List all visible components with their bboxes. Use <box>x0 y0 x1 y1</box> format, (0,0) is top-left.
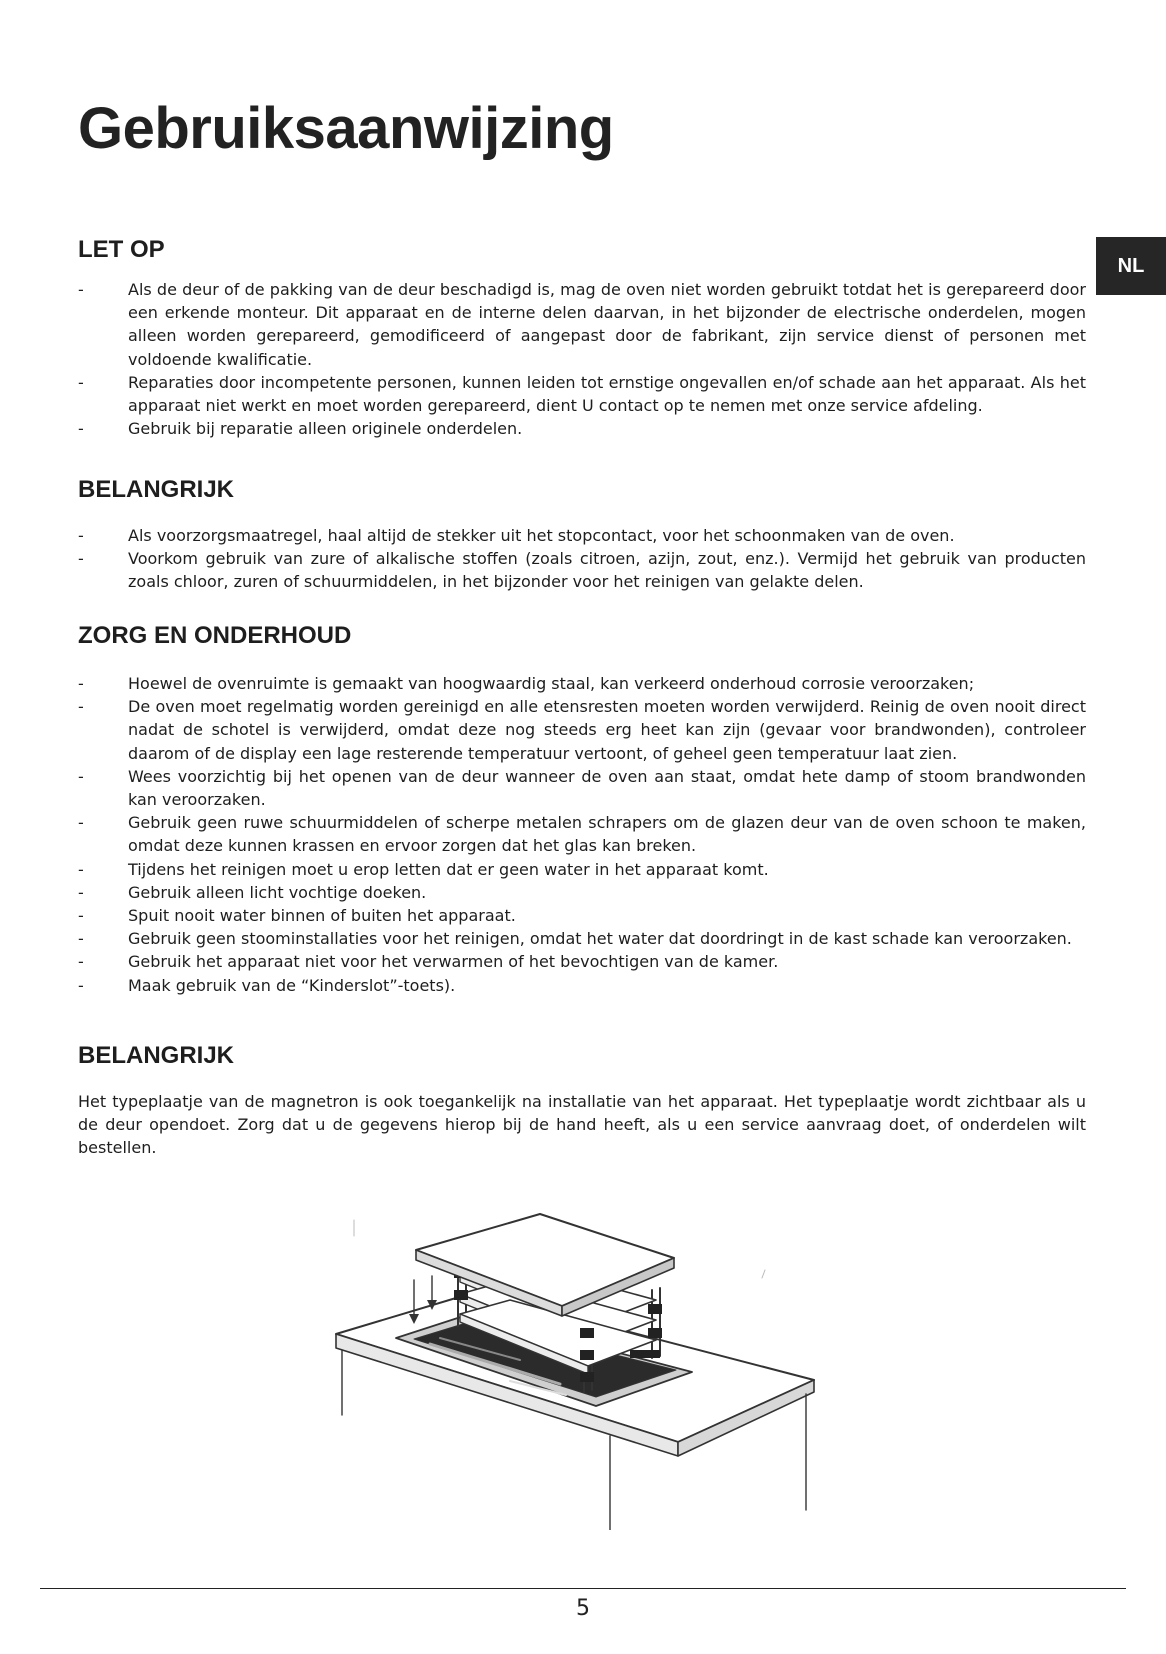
list-item: - Gebruik geen stoominstallaties voor het reinigen, omdat het water dat doordringt in de kast schade kan veroorzaken. <box>78 927 1086 950</box>
list-item: - Spuit nooit water binnen of buiten het apparaat. <box>78 904 1086 927</box>
bullet-dash: - <box>78 372 84 392</box>
bullet-dash: - <box>78 906 84 926</box>
list-item: - Gebruik geen ruwe schuurmiddelen of scherpe metalen schrapers om de glazen deur van de oven schoon te maken, omdat deze kunnen krassen en ervoor zorgen dat het glas kan breken. <box>78 813 1086 856</box>
list-item: - Wees voorzichtig bij het openen van de deur wanneer de oven aan staat, omdat hete damp of stoom brandwonden kan veroorzaken. <box>78 766 1086 810</box>
installation-illustration <box>330 1210 830 1530</box>
section-heading-belangrijk-1: BELANGRIJK <box>78 476 235 503</box>
list-item: - Gebruik het apparaat niet voor het verwarmen of het bevochtigen van de kamer. <box>78 950 1086 973</box>
bullet-dash: - <box>78 280 84 299</box>
list-item: - Maak gebruik van de “Kinderslot”-toets). <box>78 974 1086 997</box>
bullet-dash: - <box>78 859 84 879</box>
list-item: - Reparaties door incompetente personen, kunnen leiden tot ernstige ongevallen en/of schade aan het apparaat. Als het apparaat niet werkt en moet worden gerepareerd, dient U contact op te nemen met onze service afdeling. <box>78 372 1086 416</box>
bullet-dash: - <box>78 526 84 545</box>
list-item: - Hoewel de ovenruimte is gemaakt van hoogwaardig staal, kan verkeerd onderhoud corrosie veroorzaken; <box>78 672 1086 695</box>
list-item: - Gebruik alleen licht vochtige doeken. <box>78 881 1086 904</box>
list-item: - Tijdens het reinigen moet u erop letten dat er geen water in het apparaat komt. <box>78 858 1086 881</box>
page-number: 5 <box>576 1596 590 1621</box>
bullet-dash: - <box>78 419 84 439</box>
list-item: - De oven moet regelmatig worden gereinigd en alle etensresten moeten worden verwijderd. Reinig de oven nooit direct nadat de schotel is verwijderd, omdat deze nog steeds erg heet kan zijn (gevaar voor brandwonden), controleer daarom of de display een lage resterende temperatuur vertoont, of geheel geen temperatuur laat zien. <box>78 697 1086 763</box>
section-heading-let-op: LET OP <box>78 236 165 263</box>
list-item: - Voorkom gebruik van zure of alkalische stoffen (zoals citroen, azijn, zout, enz.). Vermijd het gebruik van producten zoals chloor, zuren of schuurmiddelen, in het bijzonder voor het reinigen van gelakte delen. <box>78 549 1086 592</box>
footer-rule <box>40 1588 1126 1589</box>
bullet-dash: - <box>78 975 84 995</box>
bullet-dash: - <box>78 882 84 902</box>
let-op-list <box>78 278 1086 440</box>
list-item: - Als voorzorgsmaatregel, haal altijd de stekker uit het stopcontact, voor het schoonmaken van de oven. <box>78 524 1086 547</box>
page-title: Gebruiksaanwijzing <box>78 96 614 161</box>
list-item: - Als de deur of de pakking van de deur beschadigd is, mag de oven niet worden gebruikt totdat het is gerepareerd door een erkende monteur. Dit apparaat en de interne delen daarvan, in het bijzonder de electrische onderdelen, mogen alleen worden gerepareerd, gemodificeerd of aangepast door de fabrikant, zijn service dienst of personen met voldoende kwalificatie. <box>78 280 1086 369</box>
language-tab: NL <box>1096 237 1166 295</box>
zorg-list <box>78 672 1086 997</box>
list-item: - Gebruik bij reparatie alleen originele onderdelen. <box>78 417 1086 440</box>
type-plate-paragraph: Het typeplaatje van de magnetron is ook toegankelijk na installatie van het apparaat. Het typeplaatje wordt zichtbaar als u de deur opendoet. Zorg dat u de gegevens hierop bij de hand heeft, als u een service aanvraag doet, of onderdelen wilt bestellen. <box>78 1092 1086 1158</box>
section-heading-belangrijk-2: BELANGRIJK <box>78 1042 235 1069</box>
bullet-dash: - <box>78 674 84 693</box>
belangrijk-list <box>78 524 1086 594</box>
section-heading-zorg-en-onderhoud: ZORG EN ONDERHOUD <box>78 622 352 649</box>
bullet-dash: - <box>78 766 84 786</box>
bullet-dash: - <box>78 952 84 972</box>
bullet-dash: - <box>78 697 84 717</box>
bullet-dash: - <box>78 929 84 949</box>
bullet-dash: - <box>78 813 84 833</box>
bullet-dash: - <box>78 549 84 569</box>
